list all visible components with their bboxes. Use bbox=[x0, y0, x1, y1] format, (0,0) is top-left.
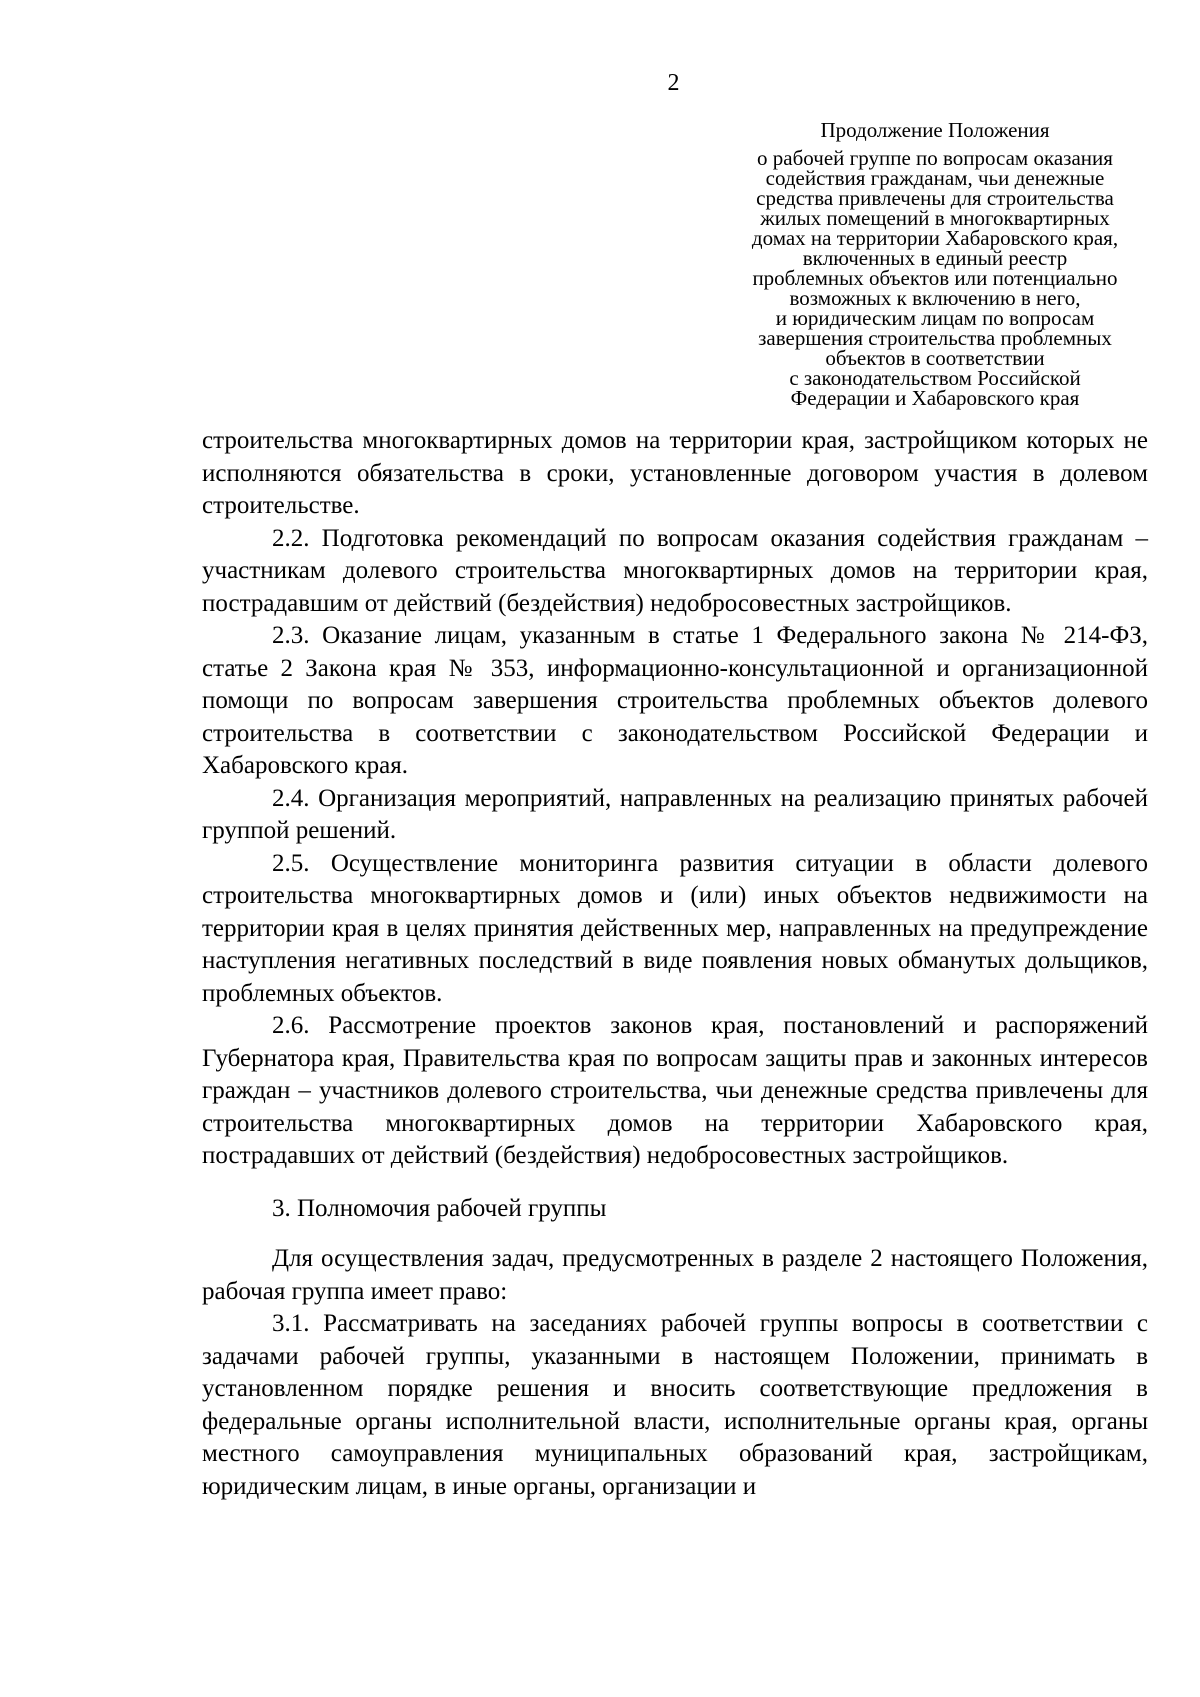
paragraph-2-5: 2.5. Осуществление мониторинга развития ситуации в области долевого строительства многоквартирных домов и (или) иных объектов недвижимости на территории края в целях принятия действенных мер, направленных на предупреждение наступления негативных последствий в виде появления новых обманутых дольщиков, проблемных объектов. bbox=[202, 849, 1148, 1007]
header-line: завершения строительства проблемных bbox=[758, 326, 1112, 350]
header-title: Продолжение Положения bbox=[820, 118, 1050, 142]
header-line: Федерации и Хабаровского края bbox=[790, 386, 1080, 410]
page-number: 2 bbox=[667, 70, 680, 96]
paragraph-2-3: 2.3. Оказание лицам, указанным в статье 1 Федерального закона № 214-ФЗ, статье 2 Закона края № 353, информационно-консультационной и организационной помощи по вопросам завершения строительства проблемных объектов долевого строительства в соответствии с законодательством Российской Федерации и Хабаровского края. bbox=[202, 622, 1148, 779]
paragraph-continuation: строительства многоквартирных домов на территории края, застройщиком которых не исполняются обязательства в сроки, установленные договором участия в долевом строительстве. bbox=[202, 427, 1148, 519]
paragraph-2-2: 2.2. Подготовка рекомендаций по вопросам оказания содействия гражданам – участникам долевого строительства многоквартирных домов на территории края, пострадавшим от действий (бездействия) недобросовестных застройщиков. bbox=[202, 524, 1148, 617]
header-line: объектов в соответствии bbox=[825, 346, 1045, 370]
header-line: средства привлечены для строительства bbox=[756, 186, 1114, 210]
document-body bbox=[202, 425, 1148, 1503]
paragraph-3-1: 3.1. Рассматривать на заседаниях рабочей группы вопросы в соответствии с задачами рабочей группы, указанными в настоящем Положении, принимать в установленном порядке решения и вносить соответствующие предложения в федеральные органы исполнительной власти, исполнительные органы края, органы местного самоуправления муниципальных образований края, застройщикам, юридическим лицам, в иные органы, организации и bbox=[202, 1310, 1148, 1500]
header-line: проблемных объектов или потенциально bbox=[752, 266, 1118, 290]
header-line: о рабочей группе по вопросам оказания bbox=[757, 146, 1113, 170]
paragraph-2-6: 2.6. Рассмотрение проектов законов края, постановлений и распоряжений Губернатора края, Правительства края по вопросам защиты прав и законных интересов граждан – участников долевого строительства, чьи денежные средства привлечены для строительства многоквартирных домов на территории Хабаровского края, пострадавших от действий (бездействия) недобросовестных застройщиков. bbox=[202, 1012, 1148, 1169]
section-3-title: 3. Полномочия рабочей группы bbox=[272, 1194, 607, 1222]
document-header bbox=[705, 118, 1165, 408]
header-line: с законодательством Российской bbox=[789, 366, 1081, 390]
header-line: включенных в единый реестр bbox=[802, 246, 1068, 270]
header-line: и юридическим лицам по вопросам bbox=[775, 306, 1095, 330]
section-3-intro: Для осуществления задач, предусмотренных в разделе 2 настоящего Положения, рабочая группа имеет право: bbox=[202, 1245, 1148, 1305]
header-line: содействия гражданам, чьи денежные bbox=[765, 166, 1105, 190]
header-line: жилых помещений в многоквартирных bbox=[760, 206, 1110, 230]
header-line: возможных к включению в него, bbox=[789, 286, 1081, 310]
header-line: домах на территории Хабаровского края, bbox=[751, 226, 1119, 250]
paragraph-2-4: 2.4. Организация мероприятий, направленных на реализацию принятых рабочей группой решений. bbox=[202, 784, 1148, 844]
